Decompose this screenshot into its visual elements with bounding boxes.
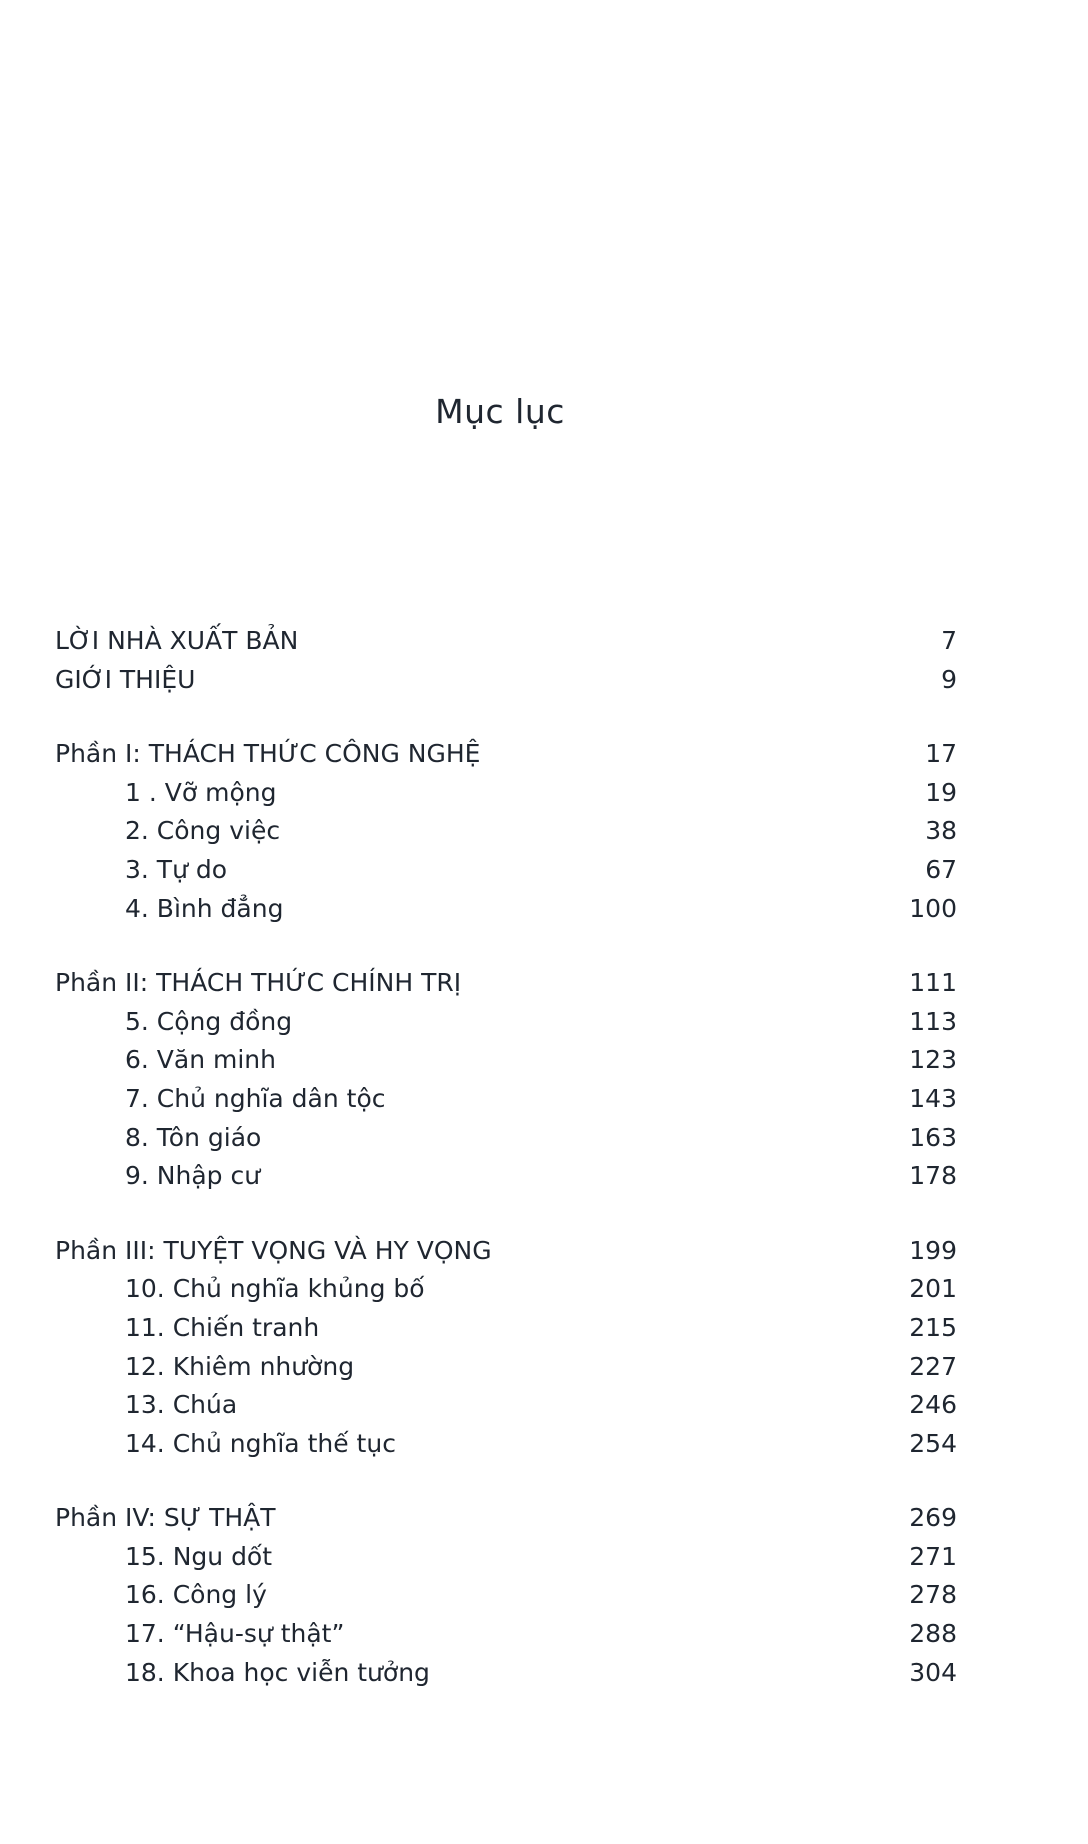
toc-chapter-entry: [55, 1003, 957, 1042]
toc-entry-page-number: 278: [909, 1580, 957, 1610]
toc-entry-label: Phần I: THÁCH THỨC CÔNG NGHỆ: [55, 739, 481, 769]
toc-chapter-entry: [55, 1270, 957, 1309]
toc-entry-page-number: 123: [909, 1045, 957, 1075]
toc-entry-label: Phần III: TUYỆT VỌNG VÀ HY VỌNG: [55, 1235, 492, 1265]
toc-chapter-entry: [55, 1309, 957, 1348]
toc-chapter-entry: [55, 774, 957, 813]
toc-entry-page-number: 246: [909, 1390, 957, 1420]
toc-entry-label: Phần II: THÁCH THỨC CHÍNH TRỊ: [55, 968, 462, 998]
toc-group: [55, 622, 957, 699]
toc-entry-label: 4. Bình đẳng: [125, 893, 284, 923]
toc-entry-page-number: 304: [909, 1657, 957, 1687]
toc-part-entry: [55, 622, 957, 661]
toc-part-entry: [55, 661, 957, 700]
toc-chapter-entry: [55, 851, 957, 890]
toc-entry-label: Phần IV: SỰ THẬT: [55, 1503, 276, 1533]
toc-group: [55, 1232, 957, 1464]
toc-part-entry: [55, 1232, 957, 1271]
toc-entry-page-number: 143: [909, 1083, 957, 1113]
toc-entry-label: 18. Khoa học viễn tưởng: [125, 1657, 430, 1687]
toc-entry-label: 17. “Hậu-sự thật”: [125, 1619, 345, 1649]
toc-entry-label: 2. Công việc: [125, 816, 281, 846]
toc-entry-page-number: 100: [909, 893, 957, 923]
toc-chapter-entry: [55, 1654, 957, 1693]
toc-group: [55, 1499, 957, 1692]
toc-entry-label: 13. Chúa: [125, 1390, 238, 1420]
toc-entry-page-number: 67: [925, 854, 957, 884]
toc-entry-page-number: 178: [909, 1161, 957, 1191]
toc-entry-label: 1 . Vỡ mộng: [125, 777, 277, 807]
toc-entry-label: 15. Ngu dốt: [125, 1541, 273, 1571]
toc-entry-label: 11. Chiến tranh: [125, 1312, 320, 1342]
table-of-contents: [55, 622, 957, 1728]
toc-chapter-entry: [55, 1041, 957, 1080]
toc-chapter-entry: [55, 1157, 957, 1196]
toc-entry-label: 9. Nhập cư: [125, 1161, 261, 1191]
toc-chapter-entry: [55, 1119, 957, 1158]
toc-entry-page-number: 254: [909, 1428, 957, 1458]
toc-chapter-entry: [55, 890, 957, 929]
toc-entry-label: 16. Công lý: [125, 1580, 267, 1610]
toc-entry-page-number: 199: [909, 1235, 957, 1265]
toc-part-entry: [55, 1499, 957, 1538]
toc-chapter-entry: [55, 1080, 957, 1119]
toc-chapter-entry: [55, 1538, 957, 1577]
toc-entry-page-number: 163: [909, 1122, 957, 1152]
toc-entry-label: 3. Tự do: [125, 854, 228, 884]
toc-group: [55, 735, 957, 928]
toc-entry-label: 10. Chủ nghĩa khủng bố: [125, 1274, 425, 1304]
toc-entry-label: 8. Tôn giáo: [125, 1122, 262, 1152]
toc-chapter-entry: [55, 812, 957, 851]
toc-chapter-entry: [55, 1576, 957, 1615]
toc-entry-label: 14. Chủ nghĩa thế tục: [125, 1428, 396, 1458]
toc-entry-label: GIỚI THIỆU: [55, 664, 196, 694]
toc-entry-page-number: 269: [909, 1503, 957, 1533]
toc-chapter-entry: [55, 1386, 957, 1425]
toc-chapter-entry: [55, 1425, 957, 1464]
toc-entry-page-number: 271: [909, 1541, 957, 1571]
toc-entry-page-number: 201: [909, 1274, 957, 1304]
toc-entry-page-number: 215: [909, 1312, 957, 1342]
toc-chapter-entry: [55, 1615, 957, 1654]
toc-entry-label: 7. Chủ nghĩa dân tộc: [125, 1083, 386, 1113]
toc-part-entry: [55, 735, 957, 774]
toc-entry-page-number: 9: [941, 664, 957, 694]
toc-entry-label: 5. Cộng đồng: [125, 1006, 293, 1036]
toc-chapter-entry: [55, 1348, 957, 1387]
toc-entry-page-number: 288: [909, 1619, 957, 1649]
page-title: Mục lục: [435, 392, 565, 431]
toc-entry-label: LỜI NHÀ XUẤT BẢN: [55, 626, 299, 655]
toc-group: [55, 964, 957, 1196]
toc-entry-page-number: 7: [941, 626, 957, 655]
toc-entry-page-number: 38: [925, 816, 957, 846]
toc-entry-label: 6. Văn minh: [125, 1045, 277, 1075]
toc-part-entry: [55, 964, 957, 1003]
toc-entry-label: 12. Khiêm nhường: [125, 1351, 355, 1381]
toc-entry-page-number: 227: [909, 1351, 957, 1381]
toc-entry-page-number: 113: [909, 1006, 957, 1036]
toc-entry-page-number: 17: [925, 739, 957, 769]
toc-entry-page-number: 111: [909, 968, 957, 998]
toc-entry-page-number: 19: [925, 777, 957, 807]
